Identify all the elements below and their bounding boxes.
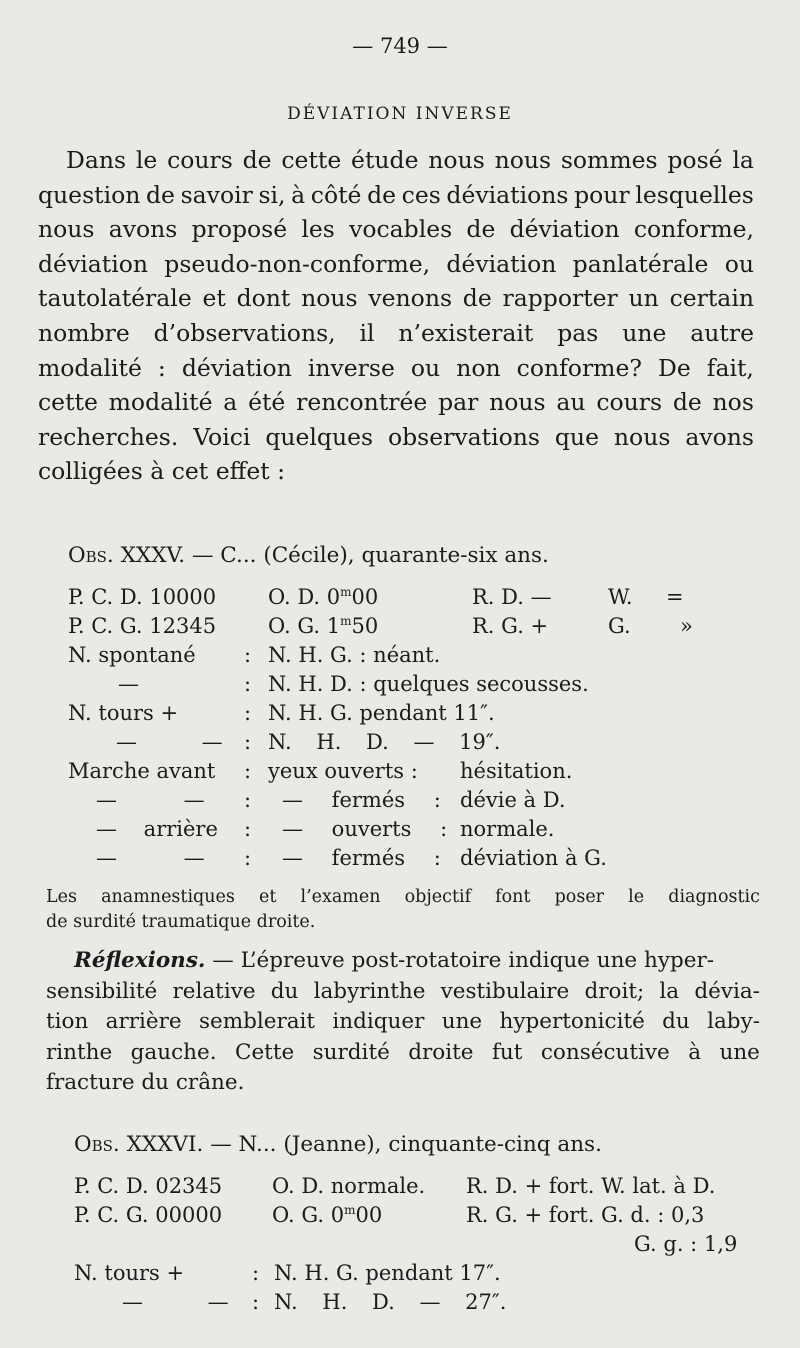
cell: : (244, 759, 252, 783)
cell: N. H. G. pendant 17″. (274, 1261, 501, 1285)
cell: O. G. 1$^m$50 (268, 614, 379, 638)
cell: R. G. + (472, 614, 549, 638)
cell: : (244, 788, 252, 812)
measure-row (74, 1201, 774, 1230)
cell: — — (122, 1290, 229, 1314)
section-heading: DÉVIATION INVERSE (287, 104, 513, 124)
measure-row (68, 583, 768, 612)
cell: P. C. D. 10000 (68, 585, 217, 609)
text-line: recherches. Voici quelques observations que nous avons (38, 422, 754, 451)
cell: : (252, 1261, 260, 1285)
cell: yeux ouverts : (268, 759, 418, 783)
cell: — fermés : (282, 788, 441, 812)
cell: O. G. 0$^m$00 (272, 1203, 383, 1227)
observation-36-title (74, 1132, 602, 1157)
text-line: sensibilité relative du labyrinthe vestibulaire droit; la dévia- (46, 978, 760, 1004)
cell: : (252, 1290, 260, 1314)
cell: N. tours + (74, 1261, 185, 1285)
text-line: tautolatérale et dont nous venons de rapporter un certain (38, 284, 754, 313)
cell: = (666, 585, 684, 609)
measure-row (68, 612, 768, 641)
cell: — — (96, 788, 205, 812)
cell: : (244, 701, 252, 725)
text-line: question de savoir si, à côté de ces déviations pour lesquelles (38, 180, 754, 209)
cell: P. C. D. 02345 (74, 1174, 223, 1198)
text-line: Les anamnestiques et l’examen objectif font poser le diagnostic (46, 887, 760, 907)
text-line: nombre d’observations, il n’existerait pas une autre (38, 318, 754, 347)
test-row (68, 670, 768, 699)
cell: N. H. D. — 27″. (274, 1290, 507, 1314)
cell: : (244, 643, 252, 667)
observation-35-measures (68, 583, 768, 873)
text-line: colligées à cet effet : (38, 457, 286, 486)
reflexions-text: — L’épreuve post-rotatoire indique une hyper- (212, 948, 715, 973)
cell: : (244, 672, 252, 696)
cell: G. g. : 1,9 (634, 1232, 738, 1256)
cell: : (244, 817, 252, 841)
test-row (68, 641, 768, 670)
cell: — fermés : (282, 846, 441, 870)
test-row (74, 1288, 774, 1317)
text-line: fracture du crâne. (46, 1070, 245, 1095)
text-line: modalité : déviation inverse ou non conforme? De fait, (38, 353, 754, 382)
observation-36-measures (74, 1172, 774, 1317)
text-line: déviation pseudo-non-conforme, déviation panlatérale ou (38, 249, 754, 278)
test-row (74, 1259, 774, 1288)
cell: N. tours + (68, 701, 179, 725)
test-row (68, 728, 768, 757)
text-line: nous avons proposé les vocables de déviation conforme, (38, 215, 754, 244)
cell: hésitation. (460, 759, 573, 783)
obs-label: Obs. (74, 1132, 120, 1157)
text-line: de surdité traumatique droite. (46, 912, 316, 932)
cell: R. D. — (472, 585, 552, 609)
cell: O. D. 0$^m$00 (268, 585, 379, 609)
text-line: Dans le cours de cette étude nous nous sommes posé la (66, 146, 754, 174)
cell: — (118, 672, 139, 696)
cell: — ouverts : (282, 817, 448, 841)
walk-row (68, 757, 768, 786)
text-line: rinthe gauche. Cette surdité droite fut consécutive à une (46, 1039, 760, 1065)
reflexions-label: Réflexions. (74, 948, 206, 973)
cell: — — (96, 846, 205, 870)
text-line (46, 946, 760, 977)
page-number: — 749 — (352, 34, 448, 58)
cell: N. H. D. — 19″. (268, 730, 501, 754)
observation-35-note (46, 885, 760, 935)
cell: — — (116, 730, 223, 754)
cell: P. C. G. 00000 (74, 1203, 223, 1227)
cell: N. H. D. : quelques secousses. (268, 672, 589, 696)
obs-title-text: XXXVI. — N... (Jeanne), cinquante-cinq ans. (126, 1132, 602, 1157)
cell: Marche avant (68, 759, 216, 783)
cell: N. H. G. : néant. (268, 643, 441, 667)
obs-label: Obs. (68, 543, 114, 568)
cell: : (244, 730, 252, 754)
cell: : (244, 846, 252, 870)
observation-35-title (68, 543, 549, 568)
cell: normale. (460, 817, 555, 841)
walk-row (68, 786, 768, 815)
walk-row (68, 844, 768, 873)
cell: O. D. normale. (272, 1174, 426, 1198)
intro-paragraph (38, 143, 754, 489)
observation-35-reflexions (46, 946, 760, 1099)
cell: W. (608, 585, 633, 609)
cell: dévie à D. (460, 788, 566, 812)
measure-row (74, 1230, 774, 1259)
text-line: tion arrière semblerait indiquer une hypertonicité du laby- (46, 1009, 760, 1034)
cell: N. spontané (68, 643, 196, 667)
cell: R. D. + fort. W. lat. à D. (466, 1174, 716, 1198)
obs-title-text: XXXV. — C... (Cécile), quarante-six ans. (120, 543, 549, 568)
walk-row (68, 815, 768, 844)
measure-row (74, 1172, 774, 1201)
test-row (68, 699, 768, 728)
cell: — arrière (96, 817, 218, 841)
text-line: cette modalité a été rencontrée par nous au cours de nos (38, 388, 754, 417)
cell: G. (608, 614, 631, 638)
cell: N. H. G. pendant 11″. (268, 701, 495, 725)
cell: » (680, 614, 693, 638)
cell: R. G. + fort. G. d. : 0,3 (466, 1203, 705, 1227)
cell: déviation à G. (460, 846, 607, 870)
cell: P. C. G. 12345 (68, 614, 217, 638)
